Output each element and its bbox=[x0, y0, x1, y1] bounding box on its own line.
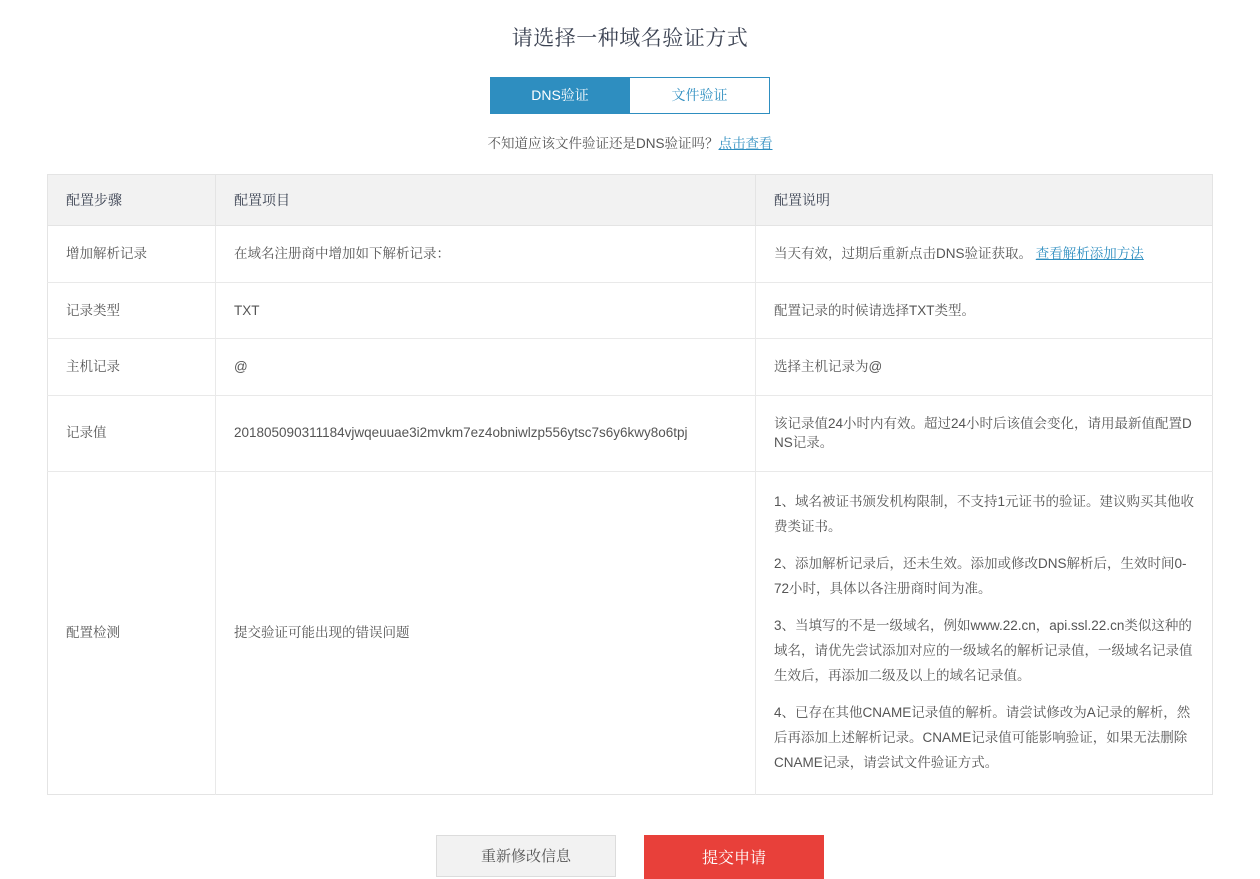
verification-hint bbox=[0, 132, 1260, 152]
table-row bbox=[48, 282, 1213, 339]
error-note-2: 2、添加解析记录后，还未生效。添加或修改DNS解析后，生效时间0-72小时，具体以各注册商时间为准。 bbox=[774, 555, 1187, 596]
row-item-add-record: 在域名注册商中增加如下解析记录： bbox=[216, 226, 756, 283]
verification-method-tabs bbox=[0, 77, 1260, 114]
row-desc-text: 当天有效，过期后重新点击DNS验证获取。 bbox=[774, 246, 1033, 261]
row-step-record-type: 记录类型 bbox=[48, 282, 216, 339]
error-note-4: 4、已存在其他CNAME记录值的解析。请尝试修改为A记录的解析，然后再添加上述解析记录。CNAME记录值可能影响验证，如果无法删除CNAME记录，请尝试文件验证方式。 bbox=[774, 704, 1191, 770]
row-item-record-value[interactable]: 201805090311184vjwqeuuae3i2mvkm7ez4obniwlzp556ytsc7s6y6kwy8o6tpj bbox=[216, 395, 756, 471]
row-desc-add-record bbox=[756, 226, 1213, 283]
row-item-config-check: 提交验证可能出现的错误问题 bbox=[216, 471, 756, 794]
page-title: 请选择一种域名验证方式 bbox=[511, 27, 749, 50]
view-record-guide-link[interactable]: 查看解析添加方法 bbox=[1035, 246, 1144, 261]
table-row bbox=[48, 339, 1213, 396]
row-step-host-record: 主机记录 bbox=[48, 339, 216, 396]
row-step-add-record: 增加解析记录 bbox=[48, 226, 216, 283]
row-desc-record-value: 该记录值24小时内有效。超过24小时后该值会变化，请用最新值配置DNS记录。 bbox=[756, 395, 1213, 471]
tab-file-verification[interactable]: 文件验证 bbox=[630, 77, 770, 114]
row-item-record-type: TXT bbox=[216, 282, 756, 339]
table-row bbox=[48, 471, 1213, 794]
configuration-table bbox=[47, 174, 1213, 795]
row-item-host-record: @ bbox=[216, 339, 756, 396]
column-header-desc: 配置说明 bbox=[756, 175, 1213, 226]
table-row bbox=[48, 226, 1213, 283]
edit-info-button[interactable]: 重新修改信息 bbox=[436, 835, 616, 877]
row-desc-host-record: 选择主机记录为@ bbox=[756, 339, 1213, 396]
row-step-record-value: 记录值 bbox=[48, 395, 216, 471]
error-note-3: 3、当填写的不是一级域名，例如www.22.cn，api.ssl.22.cn类似这种的域名，请优先尝试添加对应的一级域名的解析记录值，一级域名记录值生效后，再添加二级及以上的域名记录值。 bbox=[774, 617, 1193, 683]
submit-application-button[interactable]: 提交申请 bbox=[644, 835, 824, 879]
row-desc-record-type: 配置记录的时候请选择TXT类型。 bbox=[756, 282, 1213, 339]
error-note-1: 1、域名被证书颁发机构限制，不支持1元证书的验证。建议购买其他收费类证书。 bbox=[774, 493, 1195, 534]
tab-dns-verification[interactable]: DNS验证 bbox=[490, 77, 630, 114]
table-row bbox=[48, 395, 1213, 471]
column-header-step: 配置步骤 bbox=[48, 175, 216, 226]
table-header-row bbox=[48, 175, 1213, 226]
verification-hint-text: 不知道应该文件验证还是DNS验证吗？ bbox=[487, 136, 719, 151]
row-step-config-check: 配置检测 bbox=[48, 471, 216, 794]
verification-hint-link[interactable]: 点击查看 bbox=[718, 136, 773, 151]
row-desc-config-check bbox=[756, 471, 1213, 794]
column-header-item: 配置项目 bbox=[216, 175, 756, 226]
action-bar bbox=[0, 835, 1260, 879]
